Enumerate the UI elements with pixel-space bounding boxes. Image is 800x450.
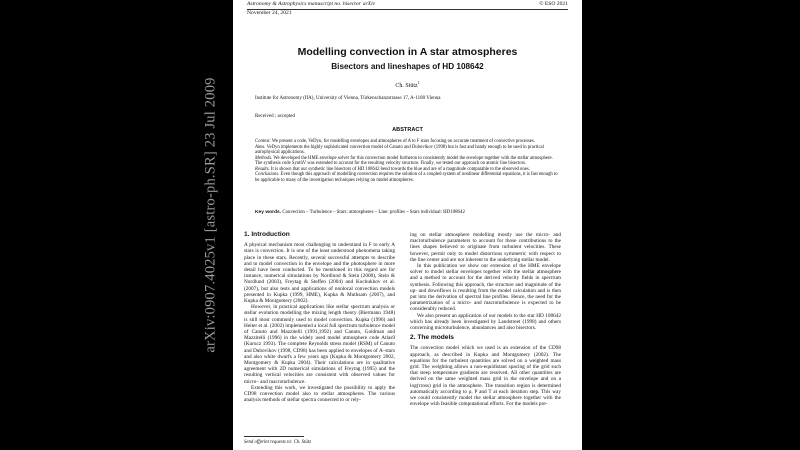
body-paragraph: In this publication we show our extension of the HME envelope solver to model stellar envelopes together with the stellar atmosphere and a method to account for the derived velocity fields in spectrum synthesis. Following this approach, the structure and magnitude of the up- and downflows is resulting from the model calculation and is then put into the derivation of spectral line profiles. Hence, the need for the parametrization of a micro- and macroturbulence is expected to be considerably reduced. [410, 263, 561, 313]
body-paragraph: We also present an application of our models to the star HD 108642 which has already been investigated by Landstreet (1998) and others concerning microturbulence, abundances and also bisectors. [410, 312, 561, 332]
header-date: November 24, 2021 [247, 10, 292, 16]
models-paragraph: The convection model which we used is an extension of the CD98 approach, as described in Kupka and Montgomery (2002). The equations for the turbulent quantities are solved on a weighted mass grid. The weighting allows a non-equidistant spacing of the grid such that steep temperature gradients are resolved. All other quantities are derived on the same weighted mass grid in the envelope and on a log(τross) grid in the atmosphere. The transition region is determined automatically according to ρ, P and T at each iteration step. This way we could consistently model the stellar atmosphere together with the envelope with feasible computational efforts. For the models pre- [410, 345, 561, 408]
right-column [410, 232, 561, 407]
footnote: Send offprint requests to: Ch. Stütz [244, 440, 395, 445]
section-introduction-heading: 1. Introduction [244, 231, 290, 238]
journal-line: Astronomy & Astrophysics manuscript no. bisector˙arXiv [247, 1, 376, 7]
paper-subtitle: Bisectors and lineshapes of HD 108642 [331, 62, 484, 71]
section-models-heading: 2. The models [410, 334, 454, 342]
intro-paragraph: Extending this work, we investigated the possibility to apply the CD98 convection model also to stellar atmospheres. The various analysis methods of stellar spectra connected to or rely- [244, 384, 395, 404]
intro-paragraph: However, in practical applications like stellar spectrum analysis or stellar evolution modelling the mixing length theory (Biermann 1948) is still most commonly used to model convection. Kupka (1996) and Heiter et al. (2002) implemented a local full spectrum turbulence model of Canuto and Mazzitelli (1991,1992) and Canuto, Goldman and Mazzitelli (1996) in the widely used model atmosphere code Atlas9 (Kurucz 1993). The complete Reynolds stress model (RSM) of Canuto and Dubovikov (1998, CD98) has been applied to envelopes of A–stars and also white dwarfs a few years ago (Kupka & Montgomery 2002, Montgomery & Kupka 2004). Their calculations are in qualitative agreement with 2D numerical simulations of Freytag (1995) and the resulting vertical velocities are consistent with observed values for micro– and macroturbulence. [244, 304, 395, 385]
arxiv-stamp-text: arXiv:0907.4025v1 [astro-ph.SR] 23 Jul 2009 [202, 77, 219, 353]
abstract-methods: Methods. We developed the HME envelope solver for this convection model furtheron to consistently model the envelope together with the stellar atmosphere. The synthesis code SynthV was extended to account for the resulting velocity structure. Finally, we tested our approach on atomic line bisectors. [255, 155, 553, 167]
intro-paragraph: A physical mechanism most challenging to understand in F to early A stars is convection. It is one of the least understood phenomena taking place in these stars. Recently, several successful attempts to describe and to model convection in the envelope and the photosphere in more detail have been conducted. To be mentioned in this regard are for instance, numerical simulations by Nordlund & Stein (2000), Stein & Nordlund (2003), Freytag & Steffen (2004) and Kochukhov et al. (2007), but also tests and applications of nonlocal convection models presented in Kupka (1999, HME), Kupka & Muthsam (2007), and Kupka & Montgomery (2002). [244, 242, 395, 305]
header-rule [247, 9, 568, 10]
left-column [244, 232, 395, 403]
abstract-results: Results. It is shown that our synthetic line bisectors of HD 108642 bend towards the blue and are of a magnitude comparable to the observed ones. [255, 166, 530, 172]
paper-title: Modelling convection in A star atmospheres [297, 46, 518, 58]
arxiv-stamp [196, 77, 226, 353]
paper-page [233, 0, 582, 450]
author: Ch. Stütz$^1$ [395, 80, 420, 89]
keywords: Key words. Convection – Turbulence – Stars: atmospheres – Line: profiles – Stars individual: HD108642 [255, 210, 465, 215]
copyright: © ESO 2021 [539, 1, 568, 7]
body-paragraph: ing on stellar atmosphere modelling mostly use the micro- and macroturbulence parameters to account for those contributions to the lines shapes believed to originate from turbulent velocities. These however, permit only to model distortions symmetric with respect to the line center and are not inherent to the underlying stellar model. [410, 232, 561, 263]
affiliation: Institute for Astronomy (IfA), University of Vienna, Türkenschanzstrasse 17, A-1180 Vienna [255, 96, 441, 101]
footnote-rule [244, 436, 304, 437]
received-line: Received ; accepted [255, 114, 295, 119]
abstract-aims: Aims. VeDyn implements the highly sophisticated convection model of Canuto and Dubovikov (1998) but is fast and handy enough to be used in practical astrophysical applications. [255, 144, 544, 156]
abstract [255, 139, 560, 183]
abstract-conclusions: Conclusions. Even though this approach of modelling convection requires the solution of a coupled system of nonlinear differential equations, it is fast enough to be applicable to many of the investigation techniques relying on model atmospheres. [255, 172, 558, 183]
abstract-context: Context. We present a code, VeDyn, for modelling envelopes and atmospheres of A to F stars focusing on accurate treatment of convective processes. [255, 139, 535, 144]
abstract-heading: ABSTRACT [392, 127, 423, 133]
